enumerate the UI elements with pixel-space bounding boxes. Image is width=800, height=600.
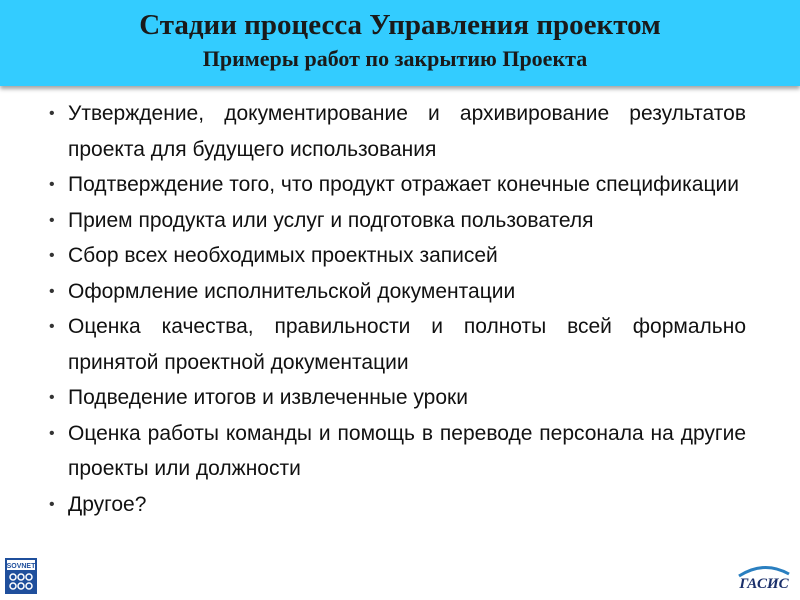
bullet-item — [48, 274, 746, 310]
bullet-item — [48, 487, 746, 523]
bullet-icon: • — [49, 282, 55, 300]
header-band — [0, 0, 800, 86]
bullet-text: Оценка работы команды и помощь в переводе персонала на другие проекты или должности — [68, 421, 746, 480]
bullet-icon: • — [49, 176, 55, 193]
sovnet-logo — [5, 558, 37, 594]
bullet-text: Сбор всех необходимых проектных записей — [68, 244, 498, 267]
bullet-item — [48, 309, 746, 380]
bullet-list — [48, 96, 746, 522]
bullet-icon: • — [49, 424, 55, 442]
bullet-text: Оценка качества, правильности и полноты всей формально принятой проектной документации — [68, 315, 746, 374]
gasis-logo — [735, 562, 793, 592]
bullet-item — [48, 416, 746, 487]
bullet-icon: • — [49, 495, 55, 513]
svg-text:SOVNET: SOVNET — [6, 563, 36, 570]
bullet-text: Прием продукта или услуг и подготовка пользователя — [68, 208, 594, 232]
bullet-item — [48, 380, 746, 416]
bullet-item — [48, 203, 746, 239]
bullet-item — [48, 238, 746, 274]
bullet-text: Другое? — [68, 492, 147, 516]
bullet-icon: • — [49, 211, 55, 229]
bullet-icon: • — [49, 105, 55, 122]
bullet-text: Оформление исполнительской документации — [68, 279, 516, 303]
bullet-icon: • — [49, 318, 55, 335]
bullet-icon: • — [49, 247, 55, 264]
svg-text:ГАСИС: ГАСИС — [739, 576, 789, 592]
bullet-text: Подтверждение того, что продукт отражает конечные спецификации — [68, 173, 739, 196]
bullet-item — [48, 96, 746, 167]
slide-title: Стадии процесса Управления проектом — [139, 9, 661, 41]
bullet-text: Утверждение, документирование и архивирование результатов проекта для будущего использования — [68, 102, 746, 161]
slide-subtitle: Примеры работ по закрытию Проекта — [202, 46, 588, 71]
bullet-icon: • — [49, 389, 55, 406]
bullet-text: Подведение итогов и извлеченные уроки — [68, 386, 468, 409]
bullet-item — [48, 167, 746, 203]
